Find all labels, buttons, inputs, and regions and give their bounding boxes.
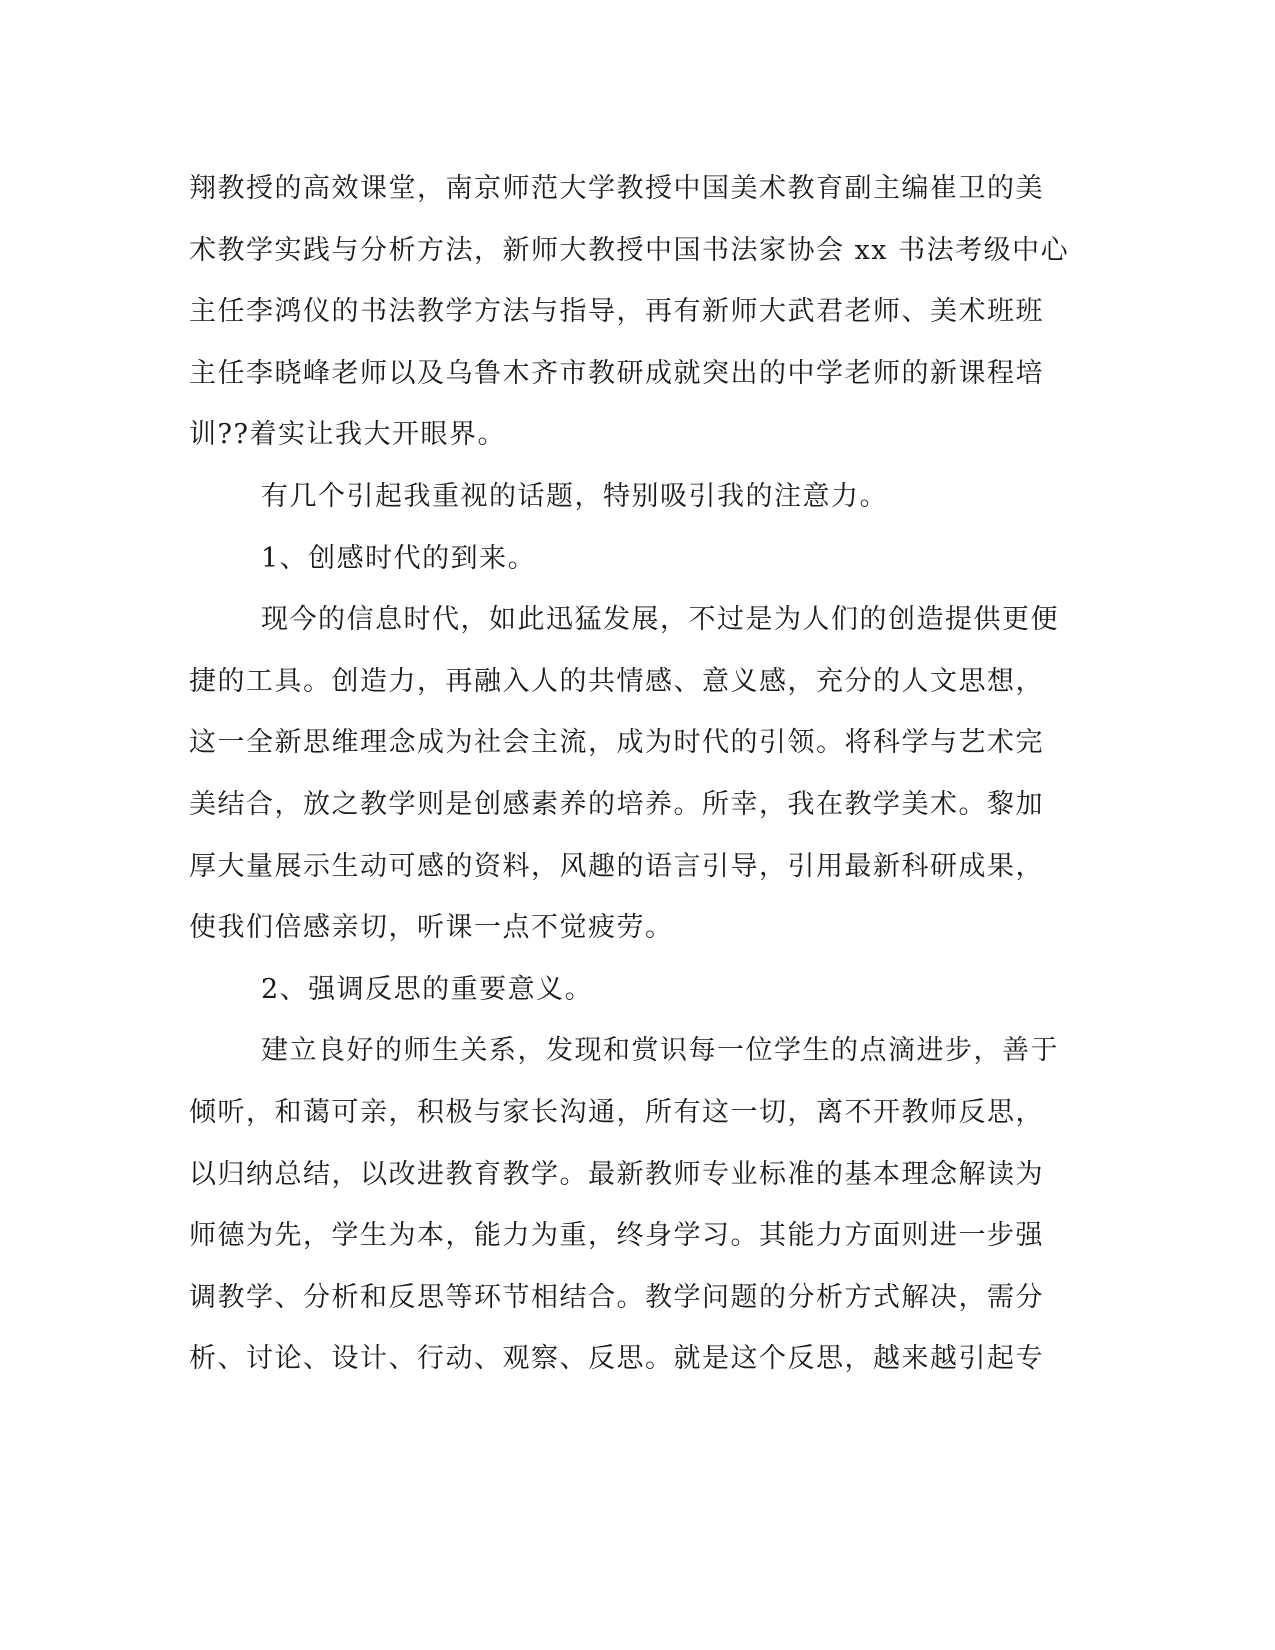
text-line: 调教学、分析和反思等环节相结合。教学问题的分析方式解决，需分: [189, 1281, 1044, 1313]
text-line: 主任李鸿仪的书法教学方法与指导，再有新师大武君老师、美术班班: [189, 296, 1044, 328]
text-line: 以归纳总结，以改进教育教学。最新教师专业标准的基本理念解读为: [189, 1158, 1044, 1190]
text-line: 建立良好的师生关系，发现和赏识每一位学生的点滴进步，善于: [261, 1035, 1059, 1067]
section-heading-1: 1、创感时代的到来。: [261, 542, 537, 574]
text-line: 训??着实让我大开眼界。: [189, 419, 506, 451]
text-line: 这一全新思维理念成为社会主流，成为时代的引领。将科学与艺术完: [189, 727, 1044, 759]
text-line: 术教学实践与分析方法，新师大教授中国书法家协会 xx 书法考级中心: [189, 234, 1070, 266]
text-line: 师德为先，学生为本，能力为重，终身学习。其能力方面则进一步强: [189, 1220, 1044, 1252]
text-line: 捷的工具。创造力，再融入人的共情感、意义感，充分的人文思想，: [189, 665, 1044, 697]
section-heading-2: 2、强调反思的重要意义。: [261, 973, 594, 1005]
text-line: 析、讨论、设计、行动、观察、反思。就是这个反思，越来越引起专: [189, 1343, 1044, 1375]
paragraph-intro: 有几个引起我重视的话题，特别吸引我的注意力。: [261, 480, 888, 512]
text-line: 厚大量展示生动可感的资料，风趣的语言引导，引用最新科研成果，: [189, 850, 1044, 882]
text-line: 翔教授的高效课堂，南京师范大学教授中国美术教育副主编崔卫的美: [189, 173, 1044, 204]
document-body: [189, 158, 1089, 1390]
text-line: 主任李晓峰老师以及乌鲁木齐市教研成就突出的中学老师的新课程培: [189, 357, 1044, 389]
text-line: 使我们倍感亲切，听课一点不觉疲劳。: [189, 912, 674, 944]
text-line: 倾听，和蔼可亲，积极与家长沟通，所有这一切，离不开教师反思，: [189, 1096, 1044, 1128]
text-line: 美结合，放之教学则是创感素养的培养。所幸，我在教学美术。黎加: [189, 788, 1044, 820]
text-line: 现今的信息时代，如此迅猛发展，不过是为人们的创造提供更便: [261, 604, 1059, 636]
